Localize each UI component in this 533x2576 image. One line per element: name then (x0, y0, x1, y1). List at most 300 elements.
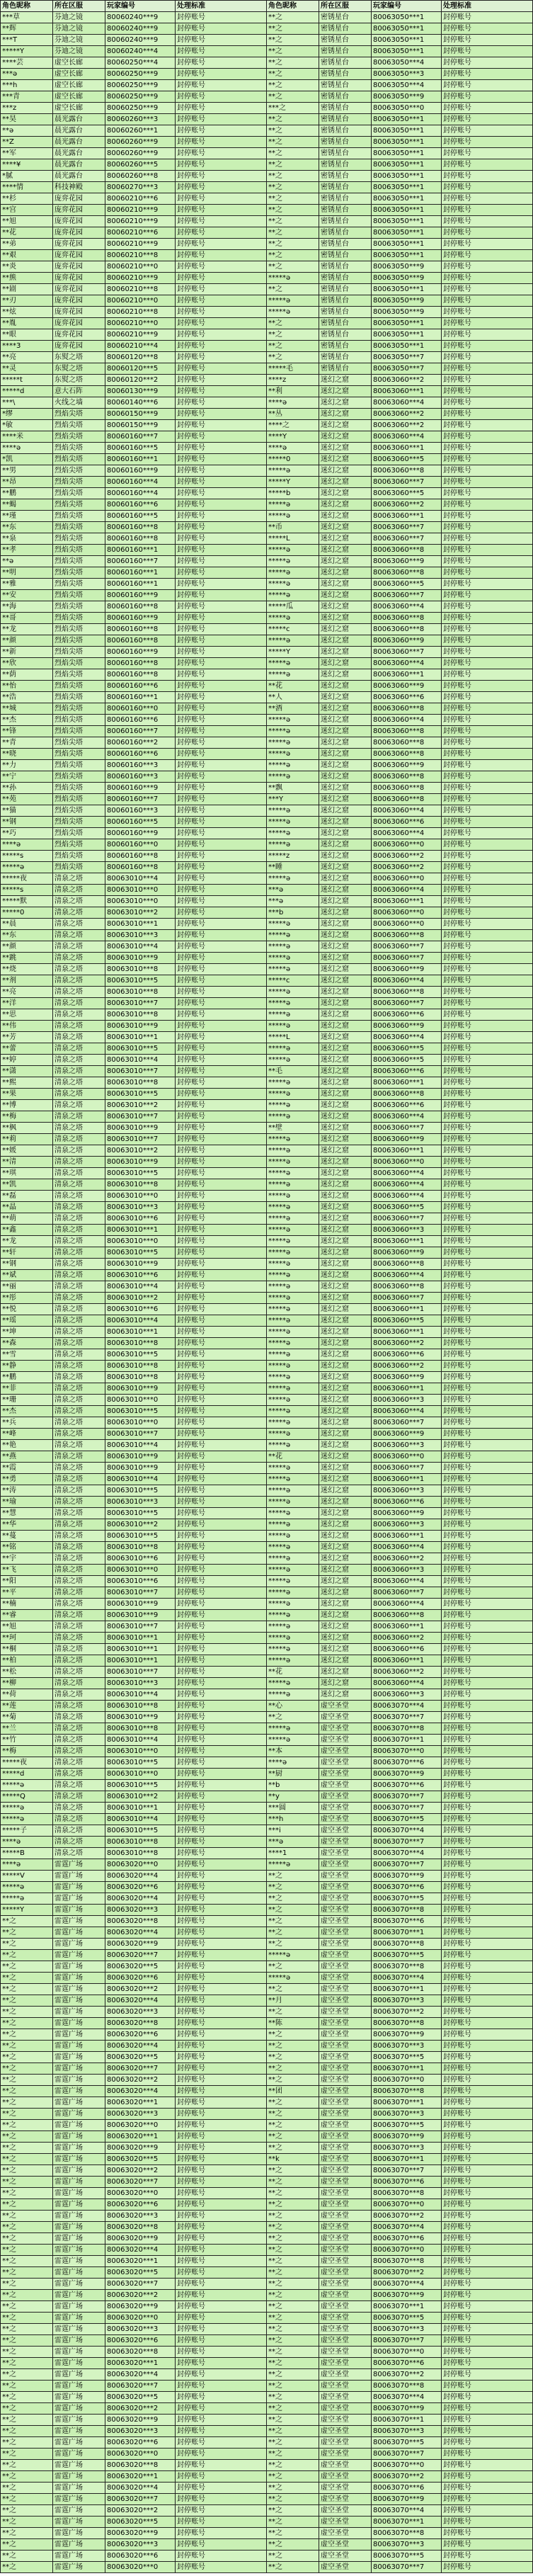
server-cell: 密锈星台 (319, 318, 372, 329)
table-row (1, 2517, 533, 2528)
server-cell: 雷霆广场 (53, 2494, 105, 2505)
player-id-cell: 80060160***6 (105, 749, 176, 760)
nickname-cell: *****ǝ (267, 805, 319, 817)
action-cell: 封停账号 (442, 1270, 533, 1281)
server-cell: 雷霆广场 (53, 1950, 105, 1961)
server-cell: 密锈星台 (319, 137, 372, 148)
server-cell: 虚空圣堂 (319, 1871, 372, 1882)
nickname-cell: ****¥ (1, 159, 53, 171)
nickname-cell: *****ǝ (267, 1338, 319, 1349)
nickname-cell: **燕 (1, 1451, 53, 1463)
table-row (1, 1882, 533, 1893)
player-id-cell: 80063020***7 (105, 2494, 176, 2505)
server-cell: 迷幻之窟 (319, 1621, 372, 1633)
nickname-cell: **猫 (1, 805, 53, 817)
nickname-cell: **灵 (1, 363, 53, 375)
server-cell: 清泉之塔 (53, 1746, 105, 1757)
nickname-cell: *****ǝ (267, 658, 319, 669)
action-cell: 封停账号 (176, 2392, 267, 2403)
action-cell: 封停账号 (176, 1712, 267, 1723)
player-id-cell: 80063050***1 (372, 250, 442, 261)
nickname-cell: **梅 (1, 1746, 53, 1757)
table-row (1, 1689, 533, 1701)
player-id-cell: 80063060***5 (372, 488, 442, 499)
player-id-cell: 80060160***3 (105, 760, 176, 771)
server-cell: 密锈星台 (319, 12, 372, 23)
action-cell: 封停账号 (176, 828, 267, 839)
server-cell: 雷霆广场 (53, 2018, 105, 2029)
server-cell: 密锈星台 (319, 23, 372, 35)
table-row (1, 182, 533, 193)
nickname-cell: **之 (1, 2562, 53, 2573)
player-id-cell: 80063070***4 (372, 1848, 442, 1859)
action-cell: 封停账号 (442, 91, 533, 103)
nickname-cell: ****ǝ (1, 839, 53, 851)
nickname-cell: **杰 (1, 1406, 53, 1417)
action-cell: 封停账号 (442, 851, 533, 862)
nickname-cell: **之 (1, 2041, 53, 2052)
nickname-cell: *****0 (267, 454, 319, 465)
nickname-cell: **之 (1, 2143, 53, 2154)
action-cell: 封停账号 (442, 1145, 533, 1157)
action-cell: 封停账号 (176, 1191, 267, 1202)
nickname-cell: **之 (267, 1712, 319, 1723)
player-id-cell: 80063060***1 (372, 1655, 442, 1667)
action-cell: 封停账号 (176, 545, 267, 556)
server-cell: 清泉之塔 (53, 1803, 105, 1814)
server-cell: 清泉之塔 (53, 896, 105, 907)
action-cell: 封停账号 (442, 2029, 533, 2041)
nickname-cell: **之 (1, 1927, 53, 1939)
action-cell: 封停账号 (442, 1111, 533, 1123)
server-cell: 雷霆广场 (53, 2403, 105, 2415)
server-cell: 清泉之塔 (53, 885, 105, 896)
action-cell: 封停账号 (442, 1723, 533, 1735)
table-row (1, 2233, 533, 2245)
player-id-cell: 80063070***5 (372, 2120, 442, 2131)
nickname-cell: *****t (1, 375, 53, 386)
action-cell: 封停账号 (176, 1123, 267, 1134)
server-cell: 迷幻之窟 (319, 613, 372, 624)
player-id-cell: 80063020***6 (105, 2029, 176, 2041)
table-row (1, 1599, 533, 1610)
server-cell: 烈焰尖塔 (53, 465, 105, 477)
action-cell: 封停账号 (176, 23, 267, 35)
table-row (1, 499, 533, 511)
server-cell: 清泉之塔 (53, 1293, 105, 1304)
nickname-cell: **鑫 (1, 1225, 53, 1236)
server-cell: 庞弈花园 (53, 250, 105, 261)
action-cell: 封停账号 (442, 998, 533, 1009)
nickname-cell: **孝 (1, 545, 53, 556)
nickname-cell: **之 (1, 2290, 53, 2301)
server-cell: 密锈星台 (319, 261, 372, 273)
table-row (1, 1825, 533, 1837)
action-cell: 封停账号 (176, 386, 267, 397)
player-id-cell: 80063070***0 (372, 2460, 442, 2471)
table-row (1, 2211, 533, 2222)
action-cell: 封停账号 (176, 137, 267, 148)
action-cell: 封停账号 (176, 2222, 267, 2233)
server-cell: 迷幻之窟 (319, 635, 372, 647)
server-cell: 迷幻之窟 (319, 839, 372, 851)
action-cell: 封停账号 (442, 783, 533, 794)
player-id-cell: 80063060***7 (372, 590, 442, 601)
server-cell: 迷幻之窟 (319, 930, 372, 941)
header-player-id-2: 玩家编号 (372, 1, 442, 12)
action-cell: 封停账号 (442, 2199, 533, 2211)
table-row (1, 443, 533, 454)
table-row (1, 771, 533, 783)
player-id-cell: 80063060***6 (372, 1066, 442, 1077)
table-row (1, 397, 533, 409)
nickname-cell: **团 (267, 2086, 319, 2097)
server-cell: 雷霆广场 (53, 2029, 105, 2041)
nickname-cell: **坤 (1, 1327, 53, 1338)
nickname-cell: **之 (1, 1939, 53, 1950)
server-cell: 迷幻之窟 (319, 771, 372, 783)
server-cell: 迷幻之窟 (319, 1531, 372, 1542)
player-id-cell: 80060160***1 (105, 692, 176, 703)
nickname-cell: **之 (267, 2199, 319, 2211)
server-cell: 密锈星台 (319, 205, 372, 216)
server-cell: 庞弈花园 (53, 205, 105, 216)
table-row (1, 23, 533, 35)
player-id-cell: 80063020***9 (105, 2528, 176, 2539)
action-cell: 封停账号 (176, 250, 267, 261)
action-cell: 封停账号 (442, 1179, 533, 1191)
player-id-cell: 80063010***8 (105, 1723, 176, 1735)
server-cell: 清泉之塔 (53, 1451, 105, 1463)
server-cell: 雷霆广场 (53, 2075, 105, 2086)
table-row (1, 2392, 533, 2403)
server-cell: 雷霆广场 (53, 2551, 105, 2562)
action-cell: 封停账号 (176, 885, 267, 896)
server-cell: 虚空圣堂 (319, 2120, 372, 2131)
action-cell: 封停账号 (176, 2517, 267, 2528)
table-row (1, 1055, 533, 1066)
nickname-cell: **钢 (1, 817, 53, 828)
server-cell: 迷幻之窟 (319, 760, 372, 771)
nickname-cell: **之 (267, 80, 319, 91)
player-id-cell: 80063020***7 (105, 2063, 176, 2075)
nickname-cell: **之 (1, 2494, 53, 2505)
player-id-cell: 80063020***4 (105, 1995, 176, 2007)
player-id-cell: 80063070***4 (372, 2279, 442, 2290)
table-row (1, 2471, 533, 2483)
action-cell: 封停账号 (442, 828, 533, 839)
nickname-cell: ****ǝ (1, 443, 53, 454)
table-row (1, 409, 533, 420)
nickname-cell: *****ǝ (267, 1100, 319, 1111)
player-id-cell: 80063050***1 (372, 182, 442, 193)
server-cell: 虚空圣堂 (319, 1859, 372, 1871)
nickname-cell: ***ǝ (267, 885, 319, 896)
player-id-cell: 80060160***9 (105, 590, 176, 601)
action-cell: 封停账号 (176, 556, 267, 567)
action-cell: 封停账号 (176, 1837, 267, 1848)
server-cell: 雷霆广场 (53, 2245, 105, 2256)
table-row (1, 1723, 533, 1735)
server-cell: 虚空圣堂 (319, 1746, 372, 1757)
table-row (1, 2131, 533, 2143)
table-row (1, 69, 533, 80)
action-cell: 封停账号 (176, 261, 267, 273)
nickname-cell: *****ǝ (267, 1179, 319, 1191)
table-row (1, 1542, 533, 1553)
player-id-cell: 80063060***8 (372, 749, 442, 760)
nickname-cell: *****Y (1, 1905, 53, 1916)
player-id-cell: 80063060***2 (372, 409, 442, 420)
player-id-cell: 80063020***3 (105, 2426, 176, 2437)
player-id-cell: 80063070***3 (372, 2426, 442, 2437)
player-id-cell: 80063060***2 (372, 851, 442, 862)
action-cell: 封停账号 (442, 2324, 533, 2335)
nickname-cell: **媛 (1, 1145, 53, 1157)
player-id-cell: 80063050***1 (372, 227, 442, 239)
table-row (1, 703, 533, 715)
player-id-cell: 80063060***1 (372, 1531, 442, 1542)
server-cell: 雷霆广场 (53, 2177, 105, 2188)
table-row (1, 2018, 533, 2029)
player-id-cell: 80063050***3 (372, 69, 442, 80)
action-cell: 封停账号 (442, 1916, 533, 1927)
action-cell: 封停账号 (442, 250, 533, 261)
nickname-cell: **之 (267, 2392, 319, 2403)
action-cell: 封停账号 (176, 919, 267, 930)
action-cell: 封停账号 (442, 1542, 533, 1553)
player-id-cell: 80063010***2 (105, 1100, 176, 1111)
nickname-cell: **之 (267, 2460, 319, 2471)
nickname-cell: *****ǝ (1, 1814, 53, 1825)
player-id-cell: 80063010***9 (105, 1610, 176, 1621)
server-cell: 迷幻之窟 (319, 567, 372, 579)
nickname-cell: **悦 (1, 1304, 53, 1315)
nickname-cell: *****ǝ (267, 817, 319, 828)
nickname-cell: **凯 (1, 1179, 53, 1191)
nickname-cell: **博 (1, 1100, 53, 1111)
nickname-cell: *****B (1, 1848, 53, 1859)
server-cell: 虚空圣堂 (319, 2131, 372, 2143)
server-cell: 迷幻之窟 (319, 1225, 372, 1236)
nickname-cell: **之 (1, 2460, 53, 2471)
nickname-cell: *****ǝ (267, 1655, 319, 1667)
player-id-cell: 80063010***5 (105, 1247, 176, 1259)
table-row (1, 907, 533, 919)
server-cell: 烈焰尖塔 (53, 703, 105, 715)
server-cell: 雷霆广场 (53, 1939, 105, 1950)
table-row (1, 454, 533, 465)
server-cell: 雷霆广场 (53, 2199, 105, 2211)
nickname-cell: **艳 (1, 1440, 53, 1451)
player-id-cell: 80063020***6 (105, 2551, 176, 2562)
player-id-cell: 80063060***4 (372, 1179, 442, 1191)
action-cell: 封停账号 (442, 703, 533, 715)
action-cell: 封停账号 (176, 692, 267, 703)
action-cell: 封停账号 (176, 760, 267, 771)
action-cell: 封停账号 (442, 1984, 533, 1995)
nickname-cell: **杰 (1, 715, 53, 726)
server-cell: 迷幻之窟 (319, 919, 372, 930)
action-cell: 封停账号 (442, 1485, 533, 1497)
player-id-cell: 80063070***8 (372, 2381, 442, 2392)
server-cell: 迷幻之窟 (319, 1009, 372, 1021)
nickname-cell: **兵 (1, 1417, 53, 1429)
action-cell: 封停账号 (176, 1021, 267, 1032)
nickname-cell: **之 (1, 1973, 53, 1984)
server-cell: 迷幻之窟 (319, 1417, 372, 1429)
player-id-cell: 80063060***9 (372, 681, 442, 692)
table-row (1, 91, 533, 103)
player-id-cell: 80063060***1 (372, 1304, 442, 1315)
server-cell: 清泉之塔 (53, 1089, 105, 1100)
server-cell: 清泉之塔 (53, 1304, 105, 1315)
action-cell: 封停账号 (176, 590, 267, 601)
server-cell: 密锈星台 (319, 329, 372, 341)
table-row (1, 227, 533, 239)
action-cell: 封停账号 (442, 2143, 533, 2154)
action-cell: 封停账号 (176, 749, 267, 760)
player-id-cell: 80060130***9 (105, 386, 176, 397)
nickname-cell: **洋 (1, 998, 53, 1009)
table-row (1, 635, 533, 647)
nickname-cell: **怡 (1, 681, 53, 692)
action-cell: 封停账号 (442, 2086, 533, 2097)
table-row (1, 2279, 533, 2290)
nickname-cell: *****ǝ (267, 1973, 319, 1984)
player-id-cell: 80063010***8 (105, 964, 176, 975)
nickname-cell: **蔓 (1, 1531, 53, 1542)
player-id-cell: 80063010***0 (105, 1565, 176, 1576)
nickname-cell: *****夜 (1, 1757, 53, 1769)
nickname-cell: **之 (1, 2415, 53, 2426)
action-cell: 封停账号 (442, 2562, 533, 2573)
nickname-cell: ****ǝ (267, 1757, 319, 1769)
table-row (1, 1769, 533, 1780)
action-cell: 封停账号 (176, 2403, 267, 2415)
table-row (1, 1327, 533, 1338)
nickname-cell: **涛 (1, 1485, 53, 1497)
action-cell: 封停账号 (442, 329, 533, 341)
server-cell: 烈焰尖塔 (53, 567, 105, 579)
action-cell: 封停账号 (176, 1451, 267, 1463)
player-id-cell: 80063010***8 (105, 1009, 176, 1021)
nickname-cell: *****ǝ (1, 1882, 53, 1893)
nickname-cell: **之 (1, 2279, 53, 2290)
action-cell: 封停账号 (176, 1610, 267, 1621)
action-cell: 封停账号 (176, 1293, 267, 1304)
player-id-cell: 80063010***9 (105, 1599, 176, 1610)
server-cell: 迷幻之窟 (319, 647, 372, 658)
player-id-cell: 80063060***3 (372, 1689, 442, 1701)
nickname-cell: **明 (1, 567, 53, 579)
action-cell: 封停账号 (176, 1259, 267, 1270)
server-cell: 密锈星台 (319, 148, 372, 159)
action-cell: 封停账号 (176, 1066, 267, 1077)
table-row (1, 159, 533, 171)
nickname-cell: **欣 (1, 658, 53, 669)
server-cell: 清泉之塔 (53, 1599, 105, 1610)
action-cell: 封停账号 (176, 1281, 267, 1293)
action-cell: 封停账号 (442, 556, 533, 567)
player-id-cell: 80060160***2 (105, 737, 176, 749)
action-cell: 封停账号 (176, 1531, 267, 1542)
action-cell: 封停账号 (176, 1757, 267, 1769)
action-cell: 封停账号 (442, 1191, 533, 1202)
action-cell: 封停账号 (442, 1474, 533, 1485)
action-cell: 封停账号 (442, 658, 533, 669)
player-id-cell: 80063010***5 (105, 1485, 176, 1497)
player-id-cell: 80063070***6 (372, 2358, 442, 2369)
action-cell: 封停账号 (176, 2131, 267, 2143)
table-row (1, 919, 533, 930)
server-cell: 迷幻之窟 (319, 420, 372, 431)
nickname-cell: *****d (1, 386, 53, 397)
player-id-cell: 80063060***4 (372, 1168, 442, 1179)
action-cell: 封停账号 (442, 1134, 533, 1145)
server-cell: 迷幻之窟 (319, 975, 372, 987)
nickname-cell: **轩 (1, 1247, 53, 1259)
action-cell: 封停账号 (176, 352, 267, 363)
player-id-cell: 80063010***5 (105, 1089, 176, 1100)
table-row (1, 1791, 533, 1803)
table-row (1, 1463, 533, 1474)
server-cell: 烈焰尖塔 (53, 658, 105, 669)
nickname-cell: *****ǝ (267, 1417, 319, 1429)
nickname-cell: *****ǝ (267, 1633, 319, 1644)
server-cell: 芬迪之镜 (53, 12, 105, 23)
server-cell: 雷霆广场 (53, 1984, 105, 1995)
server-cell: 虚空圣堂 (319, 2392, 372, 2403)
server-cell: 烈焰尖塔 (53, 477, 105, 488)
action-cell: 封停账号 (442, 2483, 533, 2494)
action-cell: 封停账号 (442, 613, 533, 624)
action-cell: 封停账号 (442, 533, 533, 545)
table-row (1, 941, 533, 953)
server-cell: 雷霆广场 (53, 2041, 105, 2052)
server-cell: 密锈星台 (319, 125, 372, 137)
nickname-cell: *****默 (1, 896, 53, 907)
table-row (1, 896, 533, 907)
table-row (1, 431, 533, 443)
server-cell: 清泉之塔 (53, 1565, 105, 1576)
nickname-cell: ****ǝ (1, 1859, 53, 1871)
player-id-cell: 80060260***8 (105, 171, 176, 182)
action-cell: 封停账号 (442, 1927, 533, 1939)
nickname-cell: **之 (267, 2539, 319, 2551)
player-id-cell: 80063070***6 (372, 2233, 442, 2245)
nickname-cell: **莲 (1, 1701, 53, 1712)
table-row (1, 57, 533, 69)
server-cell: 密锈星台 (319, 363, 372, 375)
server-cell: 清泉之塔 (53, 1111, 105, 1123)
player-id-cell: 80063060***7 (372, 953, 442, 964)
server-cell: 虚空圣堂 (319, 2403, 372, 2415)
player-id-cell: 80063060***9 (372, 556, 442, 567)
player-id-cell: 80063060***9 (372, 1508, 442, 1519)
server-cell: 烈焰尖塔 (53, 851, 105, 862)
server-cell: 虚空圣堂 (319, 2437, 372, 2449)
server-cell: 雷霆广场 (53, 2471, 105, 2483)
server-cell: 雷霆广场 (53, 2528, 105, 2539)
nickname-cell: ***青 (1, 91, 53, 103)
server-cell: 烈焰尖塔 (53, 409, 105, 420)
nickname-cell: *****ǝ (267, 1735, 319, 1746)
server-cell: 雷霆广场 (53, 2437, 105, 2449)
nickname-cell: **东 (1, 522, 53, 533)
player-id-cell: 80060120***5 (105, 363, 176, 375)
action-cell: 封停账号 (176, 839, 267, 851)
